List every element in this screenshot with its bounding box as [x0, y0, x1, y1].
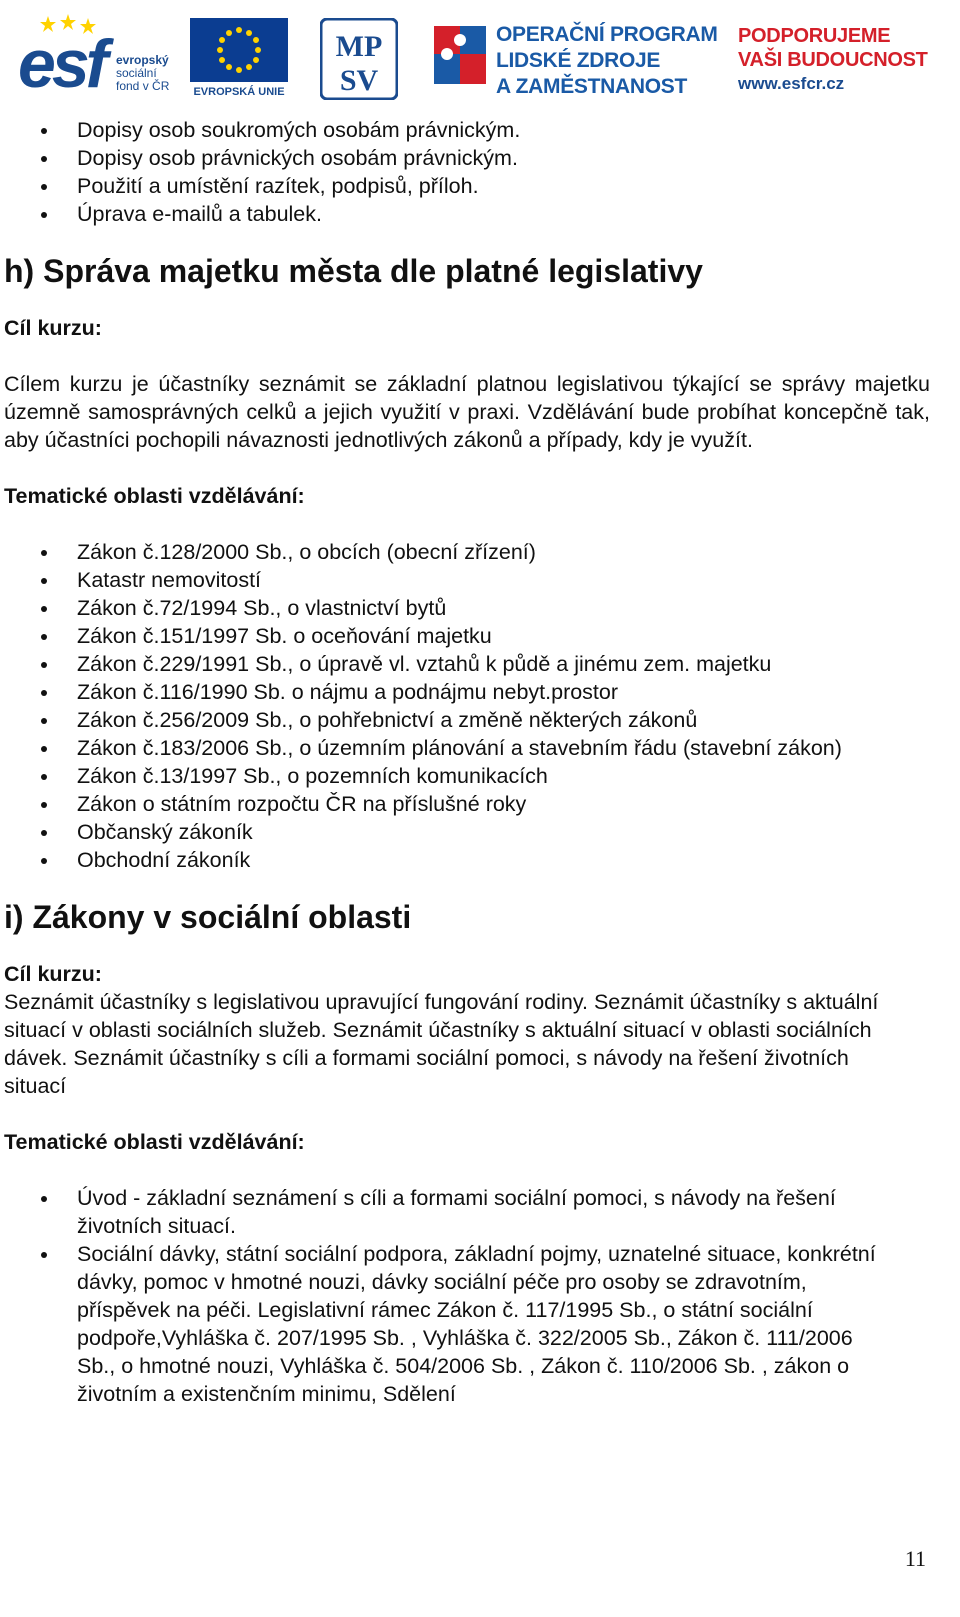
section-h-heading: h) Správa majetku města dle platné legislativy [4, 253, 703, 289]
support-logo [738, 24, 938, 104]
list-item: Zákon č.151/1997 Sb. o oceňování majetku [4, 622, 930, 650]
list-item: Zákon č.128/2000 Sb., o obcích (obecní zřízení) [4, 538, 930, 566]
mpsv-logo [320, 18, 398, 100]
eu-flag-icon [190, 18, 288, 82]
list-item: Zákon č.229/1991 Sb., o úpravě vl. vztahů k půdě a jinému zem. majetku [4, 650, 930, 678]
section-i-goal-text: Seznámit účastníky s legislativou upravující fungování rodiny. Seznámit účastníky s aktuální situací v oblasti sociálních služeb. Seznámit účastníky s aktuální situací v oblasti sociálních dávek. Seznámit účastníky s cíli a formami sociální pomoci, s návody na řešení životních situací [4, 990, 879, 1098]
esf-logo [18, 14, 193, 102]
eu-caption: EVROPSKÁ UNIE [193, 86, 285, 98]
op-puzzle-icon [430, 16, 490, 100]
top-list [4, 116, 930, 228]
section-h-topics [4, 538, 930, 874]
support-url: www.esfcr.cz [738, 74, 845, 93]
section-h-topics-label: Tematické oblasti vzdělávání: [4, 484, 305, 508]
section-i-heading: i) Zákony v sociální oblasti [4, 899, 412, 935]
list-item: Úprava e-mailů a tabulek. [4, 200, 930, 228]
section-i-topics-label: Tematické oblasti vzdělávání: [4, 1130, 305, 1154]
list-item: Zákon č.256/2009 Sb., o pohřebnictví a změně některých zákonů [4, 706, 930, 734]
svg-text:MP: MP [335, 30, 383, 63]
list-item: Dopisy osob právnických osobám právnickým. [4, 144, 930, 172]
list-item: Zákon č.72/1994 Sb., o vlastnictví bytů [4, 594, 930, 622]
list-item: Občanský zákoník [4, 818, 930, 846]
list-item: Obchodní zákoník [4, 846, 930, 874]
list-item: Sociální dávky, státní sociální podpora, základní pojmy, uznatelné situace, konkrétní dávky, pomoc v hmotné nouzi, dávky sociální péče pro osoby se zdravotním, příspěvek na péči. Legislativní rámec Zákon č. 117/1995 Sb., o státní sociální podpoře,Vyhláška č. 207/1995 Sb. , Vyhláška č. 322/2005 Sb., Zákon č. 111/2006 Sb., o hmotné nouzi, Vyhláška č. 504/2006 Sb. , Zákon č. 110/2006 Sb. , zákon o životním a existenčním minimu, Sdělení [4, 1240, 930, 1408]
list-item: Katastr nemovitostí [4, 566, 930, 594]
page-number: 11 [904, 1546, 926, 1571]
document-body [4, 112, 930, 1408]
eu-logo [190, 18, 288, 100]
esf-wordmark: esf [18, 26, 105, 102]
section-h-goal-label: Cíl kurzu: [4, 316, 102, 340]
list-item: Použití a umístění razítek, podpisů, příloh. [4, 172, 930, 200]
esf-caption: evropský sociální fond v ČR [116, 53, 170, 93]
header-logos [0, 0, 960, 112]
list-item: Zákon o státním rozpočtu ČR na příslušné roky [4, 790, 930, 818]
section-h-goal-text: Cílem kurzu je účastníky seznámit se základní platnou legislativou týkající se správy majetku územně samosprávných celků a jejich využití v praxi. Vzdělávání bude probíhat koncepčně tak, aby účastníci pochopili návaznosti jednotlivých zákonů a případy, kdy je využít. [4, 372, 930, 452]
list-item: Dopisy osob soukromých osobám právnickým. [4, 116, 930, 144]
list-item: Úvod - základní seznámení s cíli a formami sociální pomoci, s návody na řešení životních situací. [4, 1184, 930, 1240]
section-i-topics [4, 1184, 930, 1408]
support-caption: PODPORUJEME VAŠI BUDOUCNOST [738, 25, 928, 71]
list-item: Zákon č.183/2006 Sb., o územním plánování a stavebním řádu (stavební zákon) [4, 734, 930, 762]
section-i-goal-label: Cíl kurzu: [4, 962, 102, 986]
op-caption: OPERAČNÍ PROGRAM LIDSKÉ ZDROJE A ZAMĚSTNANOST [496, 23, 718, 98]
list-item: Zákon č.116/1990 Sb. o nájmu a podnájmu nebyt.prostor [4, 678, 930, 706]
op-lzz-logo [430, 16, 720, 102]
list-item: Zákon č.13/1997 Sb., o pozemních komunikacích [4, 762, 930, 790]
svg-text:SV: SV [339, 64, 379, 97]
